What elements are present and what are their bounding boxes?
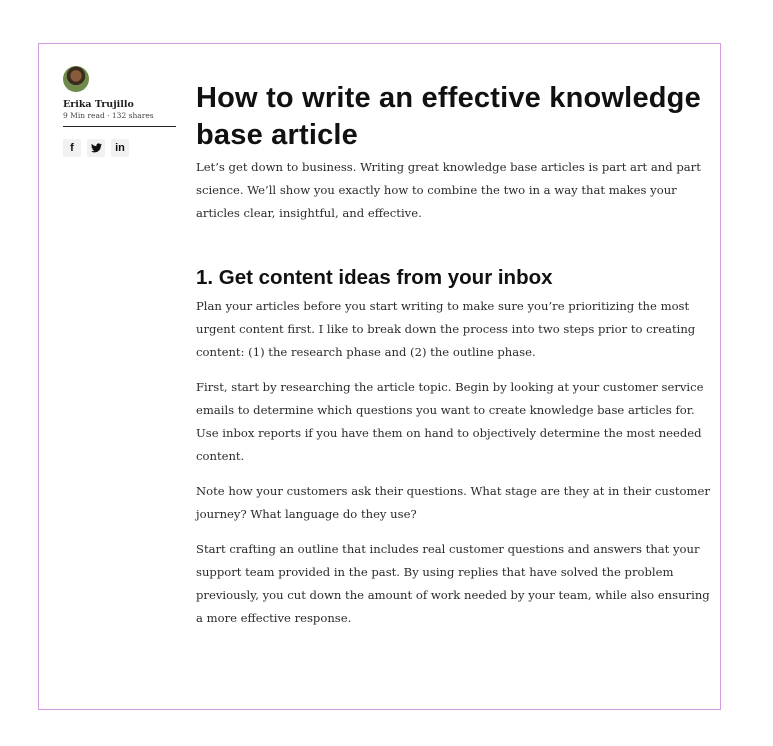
paragraph: First, start by researching the article topic. Begin by looking at your customer service emails to determine which questions you want to create knowledge base articles for. Use inbox reports if you have them on hand to objectively determine the most needed content.	[196, 380, 704, 463]
social-share-bar	[63, 139, 176, 157]
author-meta: 9 Min read · 132 shares	[63, 111, 176, 127]
twitter-icon	[91, 143, 102, 153]
article-body	[196, 80, 711, 630]
twitter-share-button[interactable]	[87, 139, 105, 157]
author-avatar	[63, 66, 89, 92]
paragraph: Plan your articles before you start writing to make sure you’re prioritizing the most urgent content first. I like to break down the process into two steps prior to creating content: (1) the research phase and (2) the outline phase.	[196, 299, 696, 359]
facebook-icon: f	[70, 142, 74, 154]
article-frame	[38, 43, 721, 710]
article-title: How to write an effective knowledge base article	[196, 82, 701, 151]
author-card	[63, 66, 176, 157]
paragraph: Start crafting an outline that includes real customer questions and answers that your support team provided in the past. By using replies that have solved the problem previously, you cut down the amount of work needed by your team, while also ensuring a more effective response.	[196, 542, 710, 625]
paragraph: Note how your customers ask their questions. What stage are they at in their customer journey? What language do they use?	[196, 484, 710, 521]
article-intro: Let’s get down to business. Writing great knowledge base articles is part art and part science. We’ll show you exactly how to combine the two in a way that makes your articles clear, insightful, and effective.	[196, 160, 701, 220]
linkedin-share-button[interactable]	[111, 139, 129, 157]
section-heading: 1. Get content ideas from your inbox	[196, 266, 553, 289]
linkedin-icon: in	[115, 142, 125, 154]
facebook-share-button[interactable]	[63, 139, 81, 157]
author-name: Erika Trujillo	[63, 99, 134, 110]
